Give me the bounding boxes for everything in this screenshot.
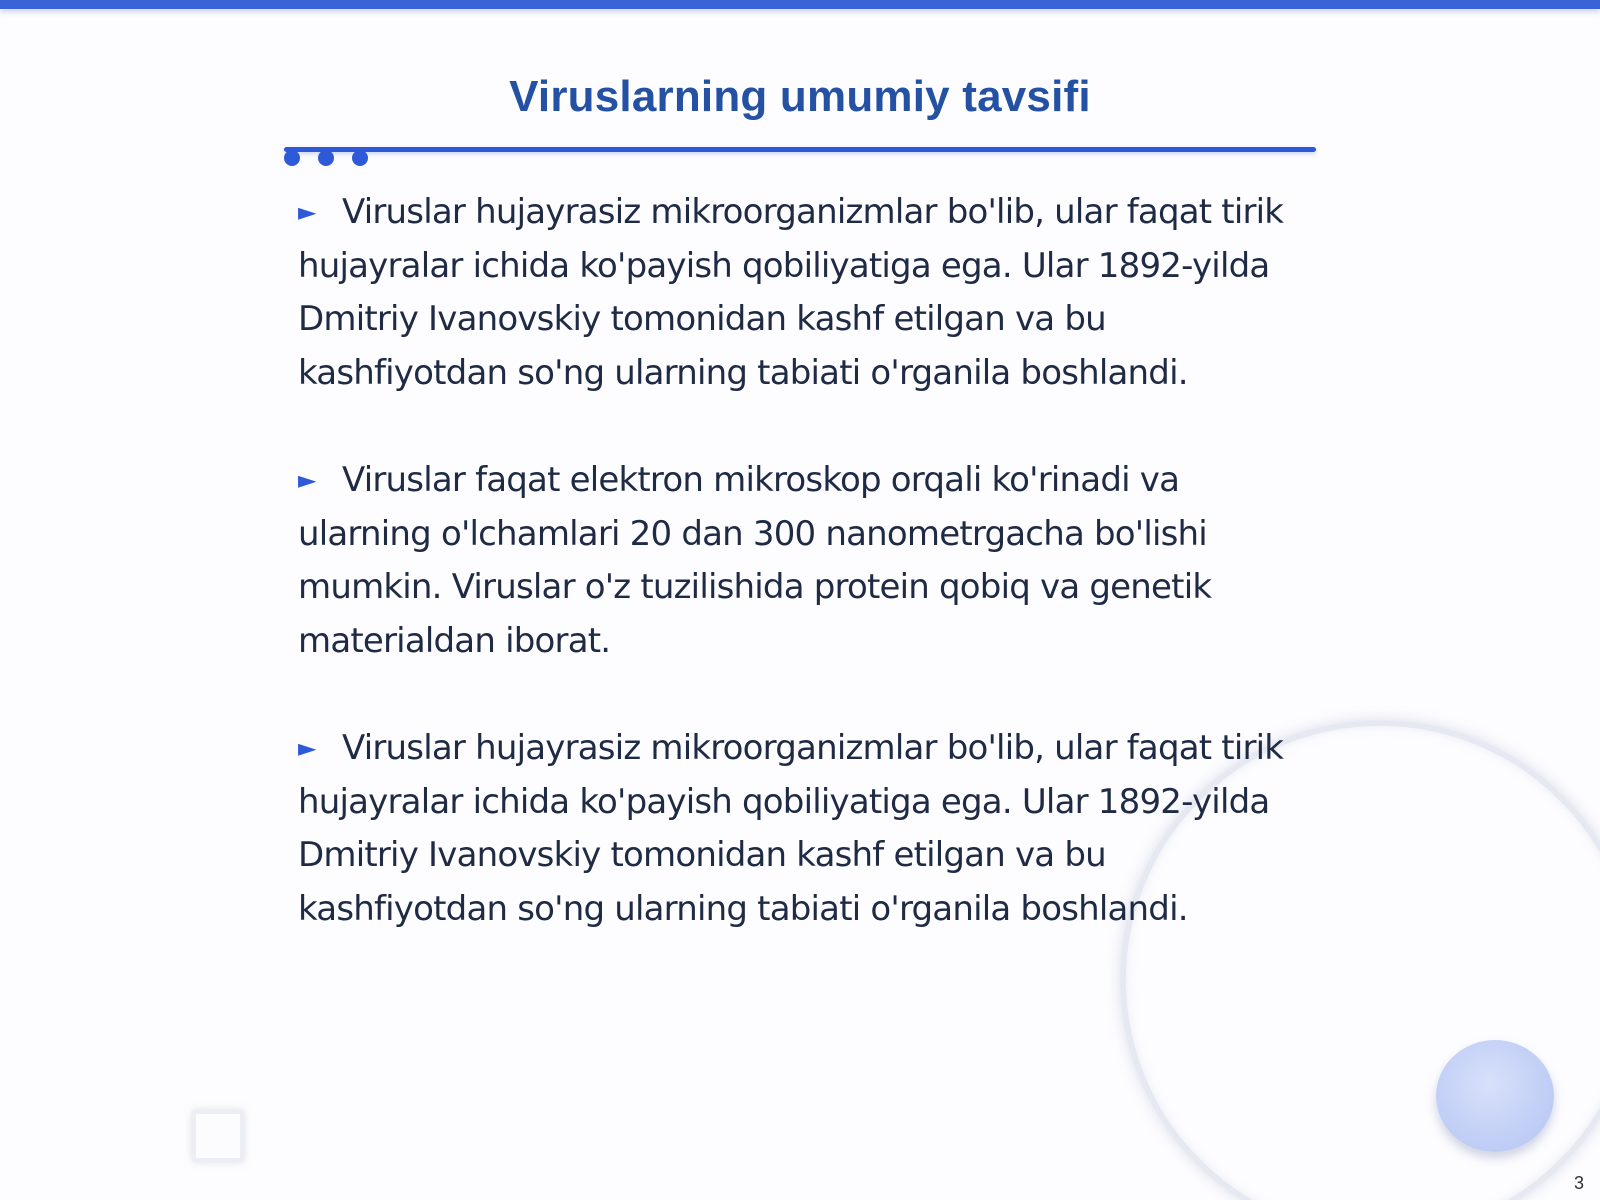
underline-dot xyxy=(318,150,334,166)
bullet-arrow-icon: ► xyxy=(298,198,316,226)
bullet-text: Viruslar faqat elektron mikroskop orqali ko'rinadi va ularning o'lchamlari 20 dan 300 nanometrgacha bo'lishi mumkin. Viruslar o'z tuzilishida protein qobiq va genetik materialdan iborat. xyxy=(298,460,1212,661)
top-accent-bar xyxy=(0,0,1600,9)
bullet-item xyxy=(298,454,1318,668)
decorative-circle xyxy=(1436,1040,1554,1152)
title-underline xyxy=(284,147,1316,152)
underline-dot xyxy=(352,150,368,166)
bullet-text: Viruslar hujayrasiz mikroorganizmlar bo'lib, ular faqat tirik hujayralar ichida ko'payish qobiliyatiga ega. Ular 1892-yilda Dmitriy Ivanovskiy tomonidan kashf etilgan va bu kashfiyotdan so'ng ularning tabiati o'rganila boshlandi. xyxy=(298,192,1284,393)
decorative-square xyxy=(192,1110,244,1162)
bullet-item xyxy=(298,186,1318,400)
bullet-item xyxy=(298,722,1318,936)
bullet-arrow-icon: ► xyxy=(298,734,316,762)
bullet-text: Viruslar hujayrasiz mikroorganizmlar bo'lib, ular faqat tirik hujayralar ichida ko'payish qobiliyatiga ega. Ular 1892-yilda Dmitriy Ivanovskiy tomonidan kashf etilgan va bu kashfiyotdan so'ng ularning tabiati o'rganila boshlandi. xyxy=(298,728,1284,929)
bullet-list xyxy=(298,186,1318,990)
underline-dot xyxy=(284,150,300,166)
page-number: 3 xyxy=(1573,1173,1584,1193)
bullet-arrow-icon: ► xyxy=(298,466,316,494)
slide-title: Viruslarning umumiy tavsifi xyxy=(509,72,1091,121)
